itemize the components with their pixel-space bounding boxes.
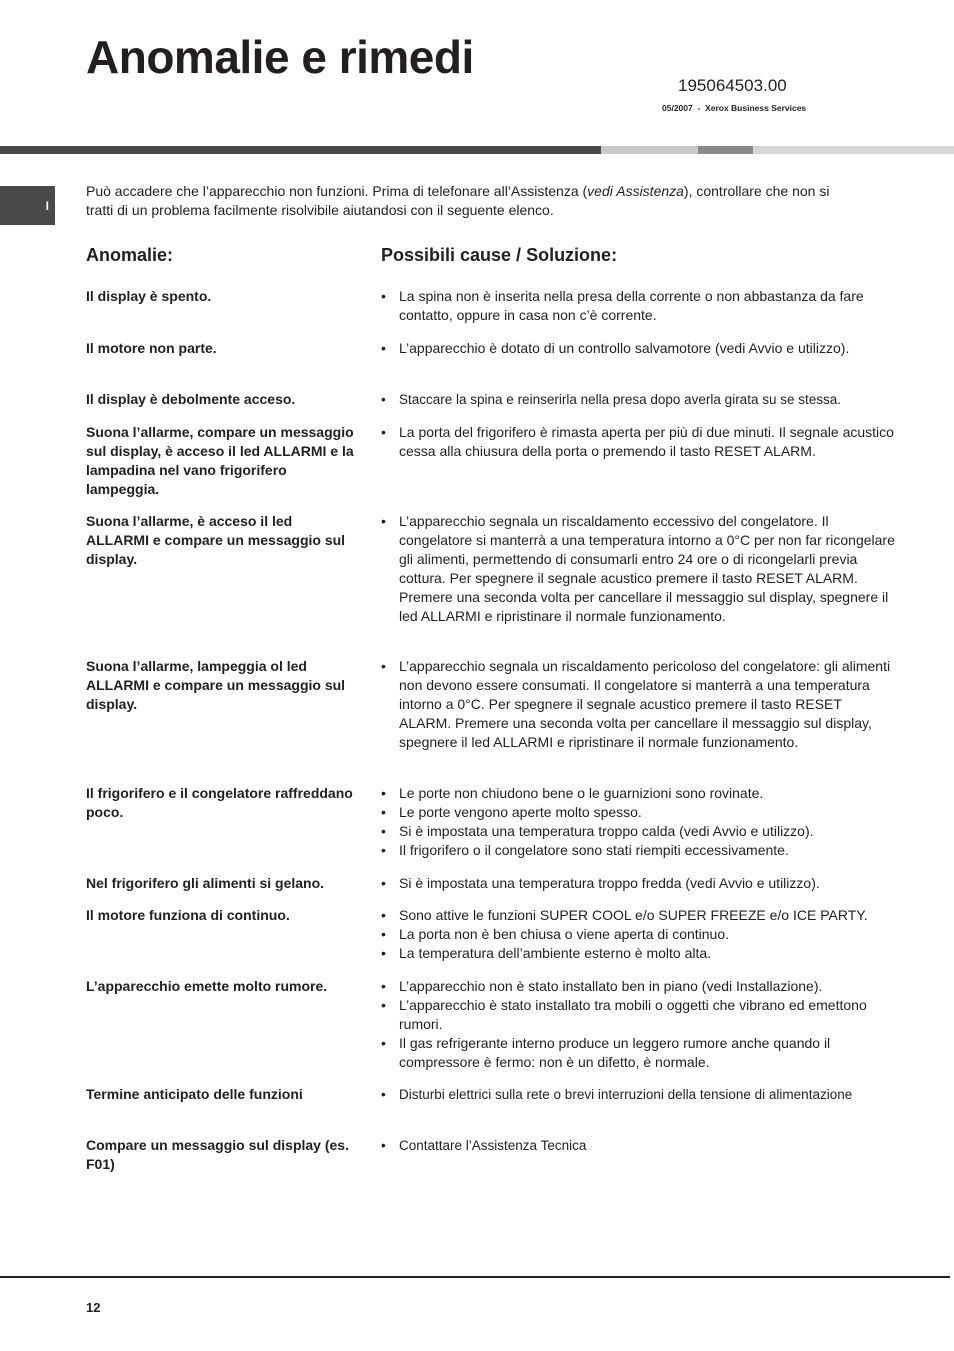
cause-list [381, 874, 896, 893]
cause-item: • Si è impostata una temperatura troppo fredda (vedi Avvio e utilizzo). [381, 874, 896, 893]
cause-item: • Le porte non chiudono bene o le guarnizioni sono rovinate. [381, 784, 896, 803]
cause-item: • Contattare l’Assistenza Tecnica [381, 1136, 896, 1155]
header-bar-light [601, 146, 698, 154]
cause-list [381, 287, 896, 325]
cause-list [381, 339, 896, 358]
cause-list [381, 784, 896, 860]
column-heading-cause: Possibili cause / Soluzione: [381, 245, 618, 265]
anomaly-text: Il display è spento. [86, 288, 212, 304]
cause-item: • La spina non è inserita nella presa della corrente o non abbastanza da fare contatto, oppure in casa non c’è corrente. [381, 287, 896, 325]
cause-list [381, 390, 896, 409]
cause-list [381, 657, 896, 752]
cause-item: • L’apparecchio è stato installato tra mobili o oggetti che vibrano ed emettono rumori. [381, 996, 896, 1034]
cause-item: • Si è impostata una temperatura troppo calda (vedi Avvio e utilizzo). [381, 822, 896, 841]
cause-item: • Il frigorifero o il congelatore sono stati riempiti eccessivamente. [381, 841, 896, 860]
intro-link: vedi Assistenza [587, 183, 684, 199]
language-tab: I [0, 186, 55, 225]
cause-list [381, 906, 896, 963]
header-bar-light-end [753, 146, 954, 154]
page-number: 12 [86, 1300, 101, 1315]
publisher: Xerox Business Services [705, 103, 807, 113]
cause-item: • La temperatura dell’ambiente esterno è molto alta. [381, 944, 896, 963]
cause-item: • Staccare la spina e reinserirla nella presa dopo averla girata su se stessa. [381, 390, 896, 409]
anomaly-text: Il motore non parte. [86, 340, 217, 356]
cause-item: • La porta del frigorifero è rimasta aperta per più di due minuti. Il segnale acustico cessa alla chiusura della porta o premendo il tasto RESET ALARM. [381, 423, 896, 461]
intro-text-after: ), controllare che non si tratti di un problema facilmente risolvibile aiutandosi con il seguente elenco. [86, 183, 830, 218]
intro-paragraph [86, 182, 846, 220]
cause-list [381, 977, 896, 1072]
header-bar-dark [0, 146, 601, 154]
document-meta [662, 103, 806, 113]
cause-list [381, 1085, 896, 1104]
anomaly-text: Nel frigorifero gli alimenti si gelano. [86, 875, 325, 891]
document-date: 05/2007 [662, 103, 693, 113]
cause-item: • La porta non è ben chiusa o viene aperta di continuo. [381, 925, 896, 944]
footer-rule [0, 1276, 950, 1278]
anomaly-text: Termine anticipato delle funzioni [86, 1086, 303, 1102]
page-title: Anomalie e rimedi [86, 31, 474, 83]
cause-item: • L’apparecchio è dotato di un controllo salvamotore (vedi Avvio e utilizzo). [381, 339, 896, 358]
cause-item: • Le porte vengono aperte molto spesso. [381, 803, 896, 822]
cause-item: • Sono attive le funzioni SUPER COOL e/o SUPER FREEZE e/o ICE PARTY. [381, 906, 896, 925]
column-heading-anomalie: Anomalie: [86, 245, 174, 265]
cause-item: • L’apparecchio segnala un riscaldamento pericoloso del congelatore: gli alimenti non devono essere consumati. Il congelatore si manterrà a una temperatura intorno a 0°C. Per spegnere il segnale acustico premere il tasto RESET ALARM. Premere una seconda volta per cancellare il messaggio sul display, spegnere il led ALLARMI e ripristinare il normale funzionamento. [381, 657, 896, 752]
cause-list [381, 1136, 896, 1155]
cause-list [381, 423, 896, 461]
anomaly-text: Suona l’allarme, compare un messaggio sul display, è acceso il led ALLARMI e la lampadina nel vano frigorifero lampeggia. [86, 424, 354, 497]
anomaly-text: Suona l’allarme, lampeggia ol led ALLARMI e compare un messaggio sul display. [86, 658, 346, 712]
cause-item: • L’apparecchio non è stato installato ben in piano (vedi Installazione). [381, 977, 896, 996]
cause-item: • L’apparecchio segnala un riscaldamento eccessivo del congelatore. Il congelatore si manterrà a una temperatura intorno a 0°C per non far ricongelare gli alimenti, permettendo di consumarli entro 24 ore o di ricongelarli previa cottura. Per spegnere il segnale acustico premere il tasto RESET ALARM. Premere una seconda volta per cancellare il messaggio sul display, spegnere il led ALLARMI e ripristinare il normale funzionamento. [381, 512, 896, 626]
anomaly-text: Il display è debolmente acceso. [86, 391, 296, 407]
cause-item: • Disturbi elettrici sulla rete o brevi interruzioni della tensione di alimentazione [381, 1085, 896, 1104]
cause-item: • Il gas refrigerante interno produce un leggero rumore anche quando il compressore è fermo: non è un difetto, è normale. [381, 1034, 896, 1072]
document-code: 195064503.00 [678, 76, 787, 95]
anomaly-text: Suona l’allarme, è acceso il led ALLARMI e compare un messaggio sul display. [86, 513, 346, 567]
meta-separator: - [697, 103, 701, 113]
cause-list [381, 512, 896, 626]
anomaly-text: Il motore funziona di continuo. [86, 907, 290, 923]
header-bar-mid [698, 146, 753, 154]
anomaly-text: Compare un messaggio sul display (es. F01) [86, 1137, 349, 1172]
intro-text-before: Può accadere che l’apparecchio non funzioni. Prima di telefonare all’Assistenza ( [86, 183, 588, 199]
anomaly-text: L’apparecchio emette molto rumore. [86, 978, 328, 994]
anomaly-text: Il frigorifero e il congelatore raffreddano poco. [86, 785, 353, 820]
